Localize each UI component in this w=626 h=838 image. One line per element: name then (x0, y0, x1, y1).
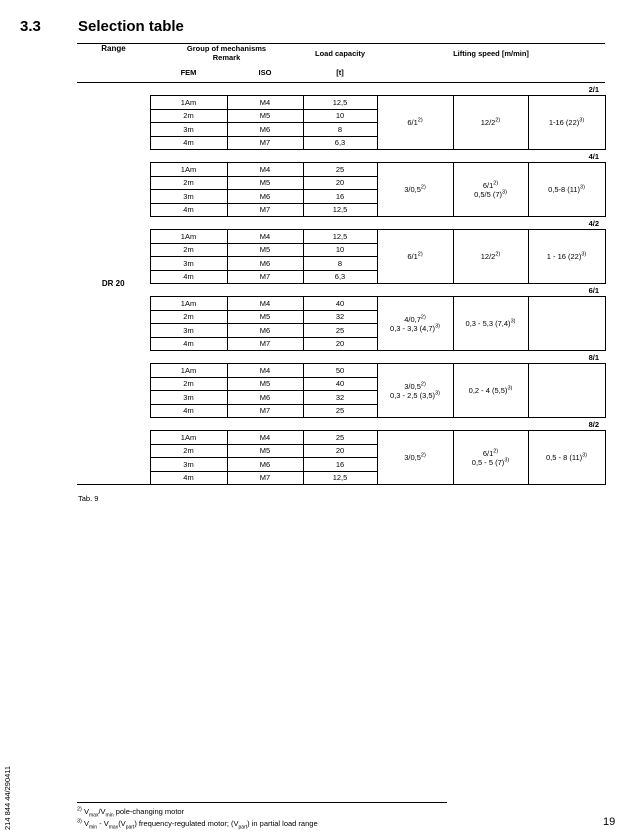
lifting-speed-cell (453, 230, 528, 284)
speed-value: 0,5-8 (11) (548, 185, 581, 194)
iso-cell: M7 (227, 404, 303, 418)
speed-value: 0,2 - 4 (5,5) (468, 386, 508, 395)
footnote-ref: 3) (579, 117, 585, 124)
footnote-ref: 3) (435, 323, 440, 329)
header-remark: Remark (212, 53, 241, 62)
iso-cell: M4 (227, 230, 303, 244)
lifting-speed-cell (528, 297, 605, 351)
fem-cell: 1Am (150, 230, 227, 244)
lifting-speed-cell (377, 431, 453, 485)
speed-value: 3/0,5 (404, 381, 421, 391)
reeving-label: 8/2 (150, 418, 605, 431)
fem-cell: 2m (150, 109, 227, 123)
lifting-speed-cell (453, 364, 528, 418)
iso-cell: M6 (227, 324, 303, 338)
iso-cell: M4 (227, 297, 303, 311)
group-row (77, 418, 605, 431)
fem-cell: 3m (150, 324, 227, 338)
iso-cell: M6 (227, 391, 303, 405)
header-unit: [t] (336, 67, 344, 77)
footnote-ref: 2) (495, 251, 501, 258)
lifting-speed-cell (453, 431, 528, 485)
lifting-speed-cell (377, 297, 453, 351)
group-row (77, 150, 605, 163)
lifting-speed-cell (453, 163, 528, 217)
section-number: 3.3 (20, 18, 41, 35)
fem-cell: 1Am (150, 96, 227, 110)
footnote-ref: 2) (420, 381, 426, 387)
fem-cell: 3m (150, 458, 227, 472)
speed-value: 6/1 (482, 180, 494, 190)
speed-value: 6/1 (407, 118, 418, 127)
fem-cell: 2m (150, 310, 227, 324)
lifting-speed-cell (377, 96, 453, 150)
load-cell: 25 (303, 431, 377, 445)
lifting-speed-cell (377, 163, 453, 217)
footnote-ref: 2) (417, 251, 423, 258)
load-cell: 12,5 (303, 471, 377, 485)
load-cell: 50 (303, 364, 377, 378)
footnote-ref: 3) (580, 184, 585, 191)
lifting-speed-cell (453, 297, 528, 351)
iso-cell: M5 (227, 176, 303, 190)
fem-cell: 2m (150, 176, 227, 190)
footnote-3: $^{3)}$ $V_{min} - V_{max}(V_{part})$ frequency-regulated motor; $(V_{part})$ in partial load range (77, 818, 318, 831)
table-row (77, 431, 605, 445)
load-cell: 10 (303, 243, 377, 257)
load-cell: 6,3 (303, 270, 377, 284)
reeving-label: 4/1 (150, 150, 605, 163)
lifting-speed-cell (528, 96, 605, 150)
document-code: 214 844 44/290411 (3, 765, 12, 830)
fem-cell: 2m (150, 243, 227, 257)
fem-cell: 4m (150, 471, 227, 485)
iso-cell: M4 (227, 96, 303, 110)
footnote-ref: 2) (493, 448, 499, 454)
lifting-speed-cell (528, 364, 605, 418)
fem-cell: 2m (150, 377, 227, 391)
reeving-label: 4/2 (150, 217, 605, 230)
footnote-ref: 3) (581, 251, 587, 258)
header-load: Load capacity (303, 44, 377, 63)
range-cell: DR 20 (77, 83, 150, 485)
speed-value: 12/2 (480, 252, 496, 261)
footnote-ref: 3) (502, 189, 507, 195)
iso-cell: M7 (227, 136, 303, 150)
selection-table (77, 43, 606, 485)
fem-cell: 1Am (150, 297, 227, 311)
load-cell: 8 (303, 123, 377, 137)
fem-cell: 4m (150, 337, 227, 351)
iso-cell: M7 (227, 270, 303, 284)
footnote-ref: 3) (510, 318, 516, 325)
load-cell: 20 (303, 176, 377, 190)
iso-cell: M6 (227, 123, 303, 137)
iso-cell: M7 (227, 337, 303, 351)
lifting-speed-cell (528, 230, 605, 284)
iso-cell: M5 (227, 243, 303, 257)
fem-cell: 4m (150, 404, 227, 418)
footnote-ref: 2) (495, 117, 501, 124)
load-cell: 12,5 (303, 203, 377, 217)
reeving-label: 2/1 (150, 83, 605, 96)
fem-cell: 4m (150, 270, 227, 284)
table-row (77, 297, 605, 311)
table-row (77, 96, 605, 110)
load-cell: 40 (303, 297, 377, 311)
group-row (77, 284, 605, 297)
iso-cell: M4 (227, 364, 303, 378)
footnote-ref: 3) (504, 457, 510, 463)
speed-value: 4/0,7 (404, 314, 421, 324)
load-cell: 25 (303, 163, 377, 177)
speed-value: 0,5/5 (7) (474, 189, 503, 199)
iso-cell: M6 (227, 190, 303, 204)
iso-cell: M7 (227, 471, 303, 485)
iso-cell: M4 (227, 431, 303, 445)
load-cell: 16 (303, 458, 377, 472)
load-cell: 12,5 (303, 96, 377, 110)
footnote-ref: 2) (420, 452, 426, 459)
iso-cell: M5 (227, 377, 303, 391)
load-cell: 25 (303, 404, 377, 418)
header-fem: FEM (180, 67, 197, 77)
load-cell: 20 (303, 444, 377, 458)
fem-cell: 1Am (150, 431, 227, 445)
fem-cell: 4m (150, 203, 227, 217)
load-cell: 16 (303, 190, 377, 204)
load-cell: 25 (303, 324, 377, 338)
iso-cell: M7 (227, 203, 303, 217)
load-cell: 10 (303, 109, 377, 123)
footnote-ref: 2) (420, 184, 426, 191)
speed-value: 0,3 - 2,5 (3,5) (390, 390, 436, 400)
load-cell: 32 (303, 310, 377, 324)
speed-value: 6/1 (407, 252, 418, 261)
reeving-label: 8/1 (150, 351, 605, 364)
lifting-speed-cell (528, 163, 605, 217)
footnote-ref: 3) (582, 452, 588, 459)
load-cell: 12,5 (303, 230, 377, 244)
fem-cell: 1Am (150, 364, 227, 378)
header-iso: ISO (258, 67, 272, 77)
header-group: Group of mechanisms Remark (150, 44, 303, 63)
header-lifting: Lifting speed [m/min] (377, 44, 605, 63)
speed-value: 3/0,5 (404, 453, 421, 462)
group-row (77, 217, 605, 230)
page-number: 19 (603, 816, 616, 828)
header-range: Range (77, 44, 150, 63)
speed-value: 0,5 - 8 (11) (545, 453, 583, 462)
speed-value: 0,3 - 5,3 (7,4) (465, 319, 511, 328)
iso-cell: M5 (227, 444, 303, 458)
fem-cell: 1Am (150, 163, 227, 177)
iso-cell: M5 (227, 310, 303, 324)
reeving-label: 6/1 (150, 284, 605, 297)
load-cell: 32 (303, 391, 377, 405)
group-row (77, 351, 605, 364)
lifting-speed-cell (453, 96, 528, 150)
iso-cell: M4 (227, 163, 303, 177)
lifting-speed-cell (528, 431, 605, 485)
load-cell: 40 (303, 377, 377, 391)
iso-cell: M6 (227, 458, 303, 472)
load-cell: 8 (303, 257, 377, 271)
speed-value: 0,3 - 3,3 (4,7) (390, 323, 436, 333)
footnote-2: $^{2)}$ $V_{max}/V_{min}$ pole-changing motor (77, 806, 185, 819)
iso-cell: M5 (227, 109, 303, 123)
footnote-ref: 3) (435, 390, 440, 396)
section-title: Selection table (78, 18, 184, 35)
footnote-ref: 2) (493, 180, 499, 186)
table-caption: Tab. 9 (78, 494, 99, 503)
load-cell: 6,3 (303, 136, 377, 150)
iso-cell: M6 (227, 257, 303, 271)
table-row (77, 364, 605, 378)
footnote-ref: 2) (417, 117, 423, 124)
load-cell: 20 (303, 337, 377, 351)
lifting-speed-cell (377, 230, 453, 284)
speed-value: 3/0,5 (404, 185, 421, 194)
fem-cell: 3m (150, 391, 227, 405)
fem-cell: 3m (150, 190, 227, 204)
lifting-speed-cell (377, 364, 453, 418)
table-row (77, 163, 605, 177)
group-row (77, 83, 605, 96)
table-row (77, 230, 605, 244)
fem-cell: 3m (150, 257, 227, 271)
speed-value: 12/2 (480, 118, 496, 127)
speed-value: 6/1 (482, 448, 494, 458)
fem-cell: 2m (150, 444, 227, 458)
footnote-rule (77, 802, 447, 803)
footnote-ref: 2) (420, 314, 426, 320)
speed-value: 1-16 (22) (548, 118, 580, 127)
fem-cell: 4m (150, 136, 227, 150)
speed-value: 1 - 16 (22) (546, 252, 582, 261)
fem-cell: 3m (150, 123, 227, 137)
footnote-ref: 3) (507, 385, 513, 392)
speed-value: 0,5 - 5 (7) (471, 457, 505, 467)
